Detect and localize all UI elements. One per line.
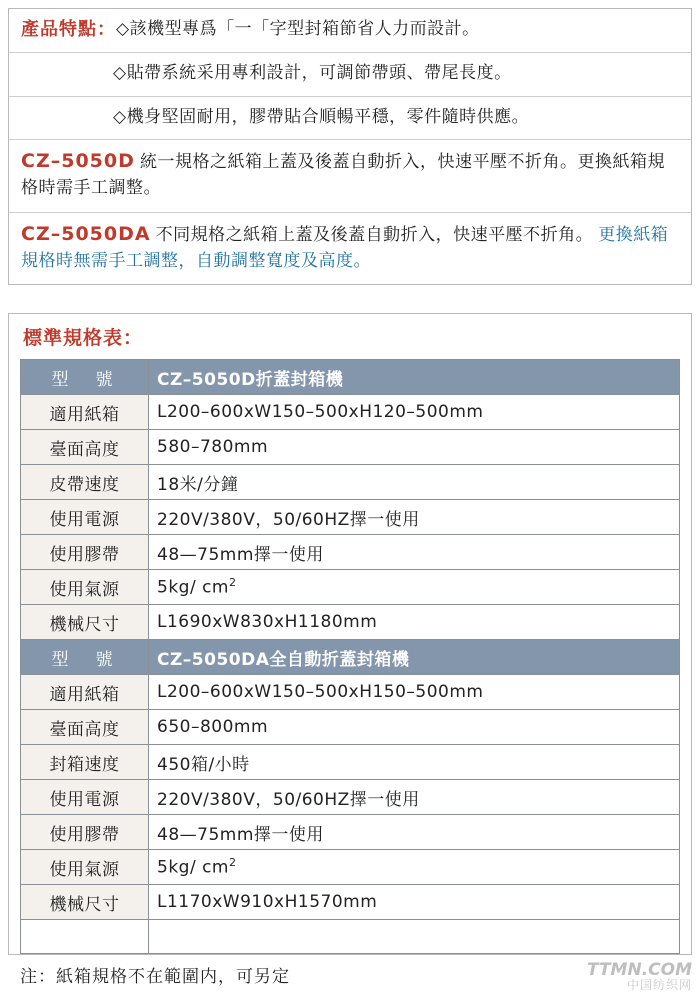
footnote: 注：紙箱規格不在範圍内，可另定 (20, 967, 290, 987)
spec-key: 使用電源 (21, 500, 149, 535)
spec-value: 48—75mm擇一使用 (149, 815, 680, 850)
spec-value: L200–600xW150–500xH150–500mm (149, 675, 680, 710)
table-row (21, 745, 680, 780)
table-row (21, 535, 680, 570)
spec-key: 使用膠帶 (21, 815, 149, 850)
spec-value: L1690xW830xH1180mm (149, 605, 680, 640)
spec-key: 皮帶速度 (21, 465, 149, 500)
table-row (21, 640, 680, 675)
spec-value: 220V/380V，50/60HZ擇一使用 (149, 500, 680, 535)
spec-key: 封箱速度 (21, 745, 149, 780)
table-row (21, 500, 680, 535)
spec-value: 650–800mm (149, 710, 680, 745)
table-row (21, 360, 680, 395)
model-row-1 (9, 140, 691, 213)
model-desc-2-highlight: 更換紙箱規格時無需手工調整，自動調整寬度及高度。 (21, 224, 669, 272)
table-row (21, 605, 680, 640)
model-name-1: CZ–5050D (21, 150, 135, 173)
table-row (21, 570, 680, 605)
table-row (21, 850, 680, 885)
spec-key: 使用氣源 (21, 850, 149, 885)
model-desc-2: 不同規格之紙箱上蓋及後蓋自動折入，快速平壓不折角。 (155, 224, 594, 245)
spec-value: L1170xW910xH1570mm (149, 885, 680, 920)
table-row (21, 885, 680, 920)
table-row-blank (21, 920, 680, 954)
spec-value-superscript: 2 (229, 856, 237, 870)
spec-value-air (149, 850, 680, 885)
model-name-2: CZ–5050DA (21, 222, 151, 245)
spec-header-key: 型 號 (21, 640, 149, 675)
spec-table-1 (20, 359, 680, 954)
model-desc-1: 統一規格之紙箱上蓋及後蓋自動折入，快速平壓不折角。更換紙箱規格時需手工調整。 (21, 152, 665, 199)
spec-value: 450箱/小時 (149, 745, 680, 780)
spec-key-blank (21, 920, 149, 954)
spec-value: 580–780mm (149, 430, 680, 465)
spec-value-superscript: 2 (229, 576, 237, 590)
spec-header-model-2: CZ–5050DA全自動折蓋封箱機 (149, 640, 680, 675)
features-label: 產品特點： (21, 19, 116, 40)
spec-title: 標準規格表： (23, 327, 144, 349)
feature-text-3: ◇機身堅固耐用，膠帶貼合順暢平穩，零件隨時供應。 (113, 106, 530, 127)
table-row (21, 430, 680, 465)
model-row-2 (9, 213, 691, 285)
spec-value: L200–600xW150–500xH120–500mm (149, 395, 680, 430)
spec-key: 適用紙箱 (21, 395, 149, 430)
spec-key: 使用電源 (21, 780, 149, 815)
spec-header-model-1: CZ–5050D折蓋封箱機 (149, 360, 680, 395)
spec-value-blank (149, 920, 680, 954)
spec-block (8, 313, 692, 955)
spec-key: 使用氣源 (21, 570, 149, 605)
features-block (8, 8, 692, 285)
spec-value: 5kg/ cm (157, 857, 229, 878)
spec-header-key: 型 號 (21, 360, 149, 395)
feature-text-2: ◇貼帶系統采用專利設計，可調節帶頭、帶尾長度。 (113, 63, 512, 84)
table-row (21, 815, 680, 850)
watermark-line-1: TTMN.COM (586, 959, 692, 980)
watermark (586, 959, 692, 993)
table-row (21, 465, 680, 500)
feature-text-1: ◇該機型專爲「一「字型封箱節省人力而設計。 (116, 19, 480, 39)
spec-value: 220V/380V，50/60HZ擇一使用 (149, 780, 680, 815)
spec-key: 機械尺寸 (21, 885, 149, 920)
table-row (21, 710, 680, 745)
spec-key: 使用膠帶 (21, 535, 149, 570)
spec-value: 18米/分鐘 (149, 465, 680, 500)
spec-key: 臺面高度 (21, 710, 149, 745)
spec-value: 48—75mm擇一使用 (149, 535, 680, 570)
spec-value: 5kg/ cm (157, 577, 229, 598)
spec-key: 適用紙箱 (21, 675, 149, 710)
spec-key: 臺面高度 (21, 430, 149, 465)
table-row (21, 780, 680, 815)
feature-row-1 (9, 9, 691, 53)
spec-key: 機械尺寸 (21, 605, 149, 640)
table-row (21, 675, 680, 710)
table-row (21, 395, 680, 430)
feature-row-2 (9, 53, 691, 97)
spec-value-air (149, 570, 680, 605)
watermark-line-2: 中国纺织网 (626, 978, 692, 993)
feature-row-3 (9, 97, 691, 141)
